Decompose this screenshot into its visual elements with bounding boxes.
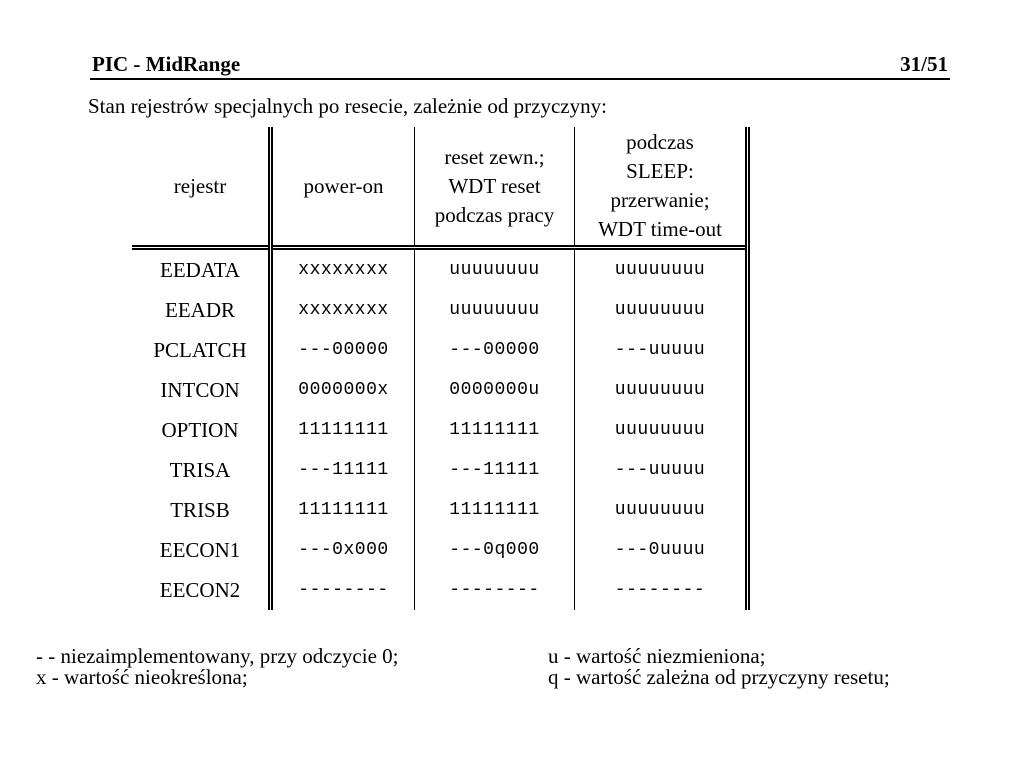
slide-subtitle: Stan rejestrów specjalnych po resecie, zależnie od przyczyny: [88,94,607,118]
table-row [132,290,748,330]
value-power-on: xxxxxxxx [271,248,415,291]
value-external-reset: uuuuuuuu [415,290,575,330]
register-name: INTCON [132,370,271,410]
legend-left [36,646,399,688]
legend-right [548,646,890,688]
value-sleep-wakeup: uuuuuuuu [575,290,748,330]
value-power-on: ---00000 [271,330,415,370]
register-name: EEDATA [132,248,271,291]
legend-item: - - niezaimplementowany, przy odczycie 0; [36,644,399,668]
value-external-reset: ---0q000 [415,530,575,570]
slide-header [90,52,950,80]
table-row [132,370,748,410]
value-external-reset: 11111111 [415,410,575,450]
value-sleep-wakeup: ---0uuuu [575,530,748,570]
value-sleep-wakeup: uuuuuuuu [575,410,748,450]
legend-item: u - wartość niezmieniona; [548,644,766,668]
table-row [132,330,748,370]
register-name: OPTION [132,410,271,450]
table-row [132,570,748,610]
register-name: TRISA [132,450,271,490]
value-external-reset: -------- [415,570,575,610]
value-power-on: ---0x000 [271,530,415,570]
register-name: TRISB [132,490,271,530]
value-power-on: ---11111 [271,450,415,490]
table-row [132,490,748,530]
value-power-on: xxxxxxxx [271,290,415,330]
table-header-row [132,127,748,248]
value-external-reset: 0000000u [415,370,575,410]
value-power-on: -------- [271,570,415,610]
value-external-reset: uuuuuuuu [415,248,575,291]
value-power-on: 11111111 [271,410,415,450]
value-sleep-wakeup: uuuuuuuu [575,370,748,410]
value-sleep-wakeup: ---uuuuu [575,330,748,370]
slide-title: PIC - MidRange [92,52,241,76]
value-power-on: 0000000x [271,370,415,410]
value-sleep-wakeup: uuuuuuuu [575,490,748,530]
register-name: EEADR [132,290,271,330]
col-header-external-reset: reset zewn.; WDT reset podczas pracy [415,127,575,248]
value-sleep-wakeup: uuuuuuuu [575,248,748,291]
value-sleep-wakeup: ---uuuuu [575,450,748,490]
value-power-on: 11111111 [271,490,415,530]
legend-item: x - wartość nieokreślona; [36,665,248,689]
register-name: PCLATCH [132,330,271,370]
register-reset-table [132,127,750,610]
value-sleep-wakeup: -------- [575,570,748,610]
page-number: 31/51 [900,52,948,76]
register-name: EECON2 [132,570,271,610]
value-external-reset: ---00000 [415,330,575,370]
table-row [132,530,748,570]
col-header-power-on: power-on [271,127,415,248]
register-name: EECON1 [132,530,271,570]
value-external-reset: ---11111 [415,450,575,490]
table-row [132,248,748,291]
col-header-sleep-wakeup: podczas SLEEP: przerwanie; WDT time-out [575,127,748,248]
table-row [132,450,748,490]
table-row [132,410,748,450]
value-external-reset: 11111111 [415,490,575,530]
legend-item: q - wartość zależna od przyczyny resetu; [548,665,890,689]
col-header-register: rejestr [132,127,271,248]
